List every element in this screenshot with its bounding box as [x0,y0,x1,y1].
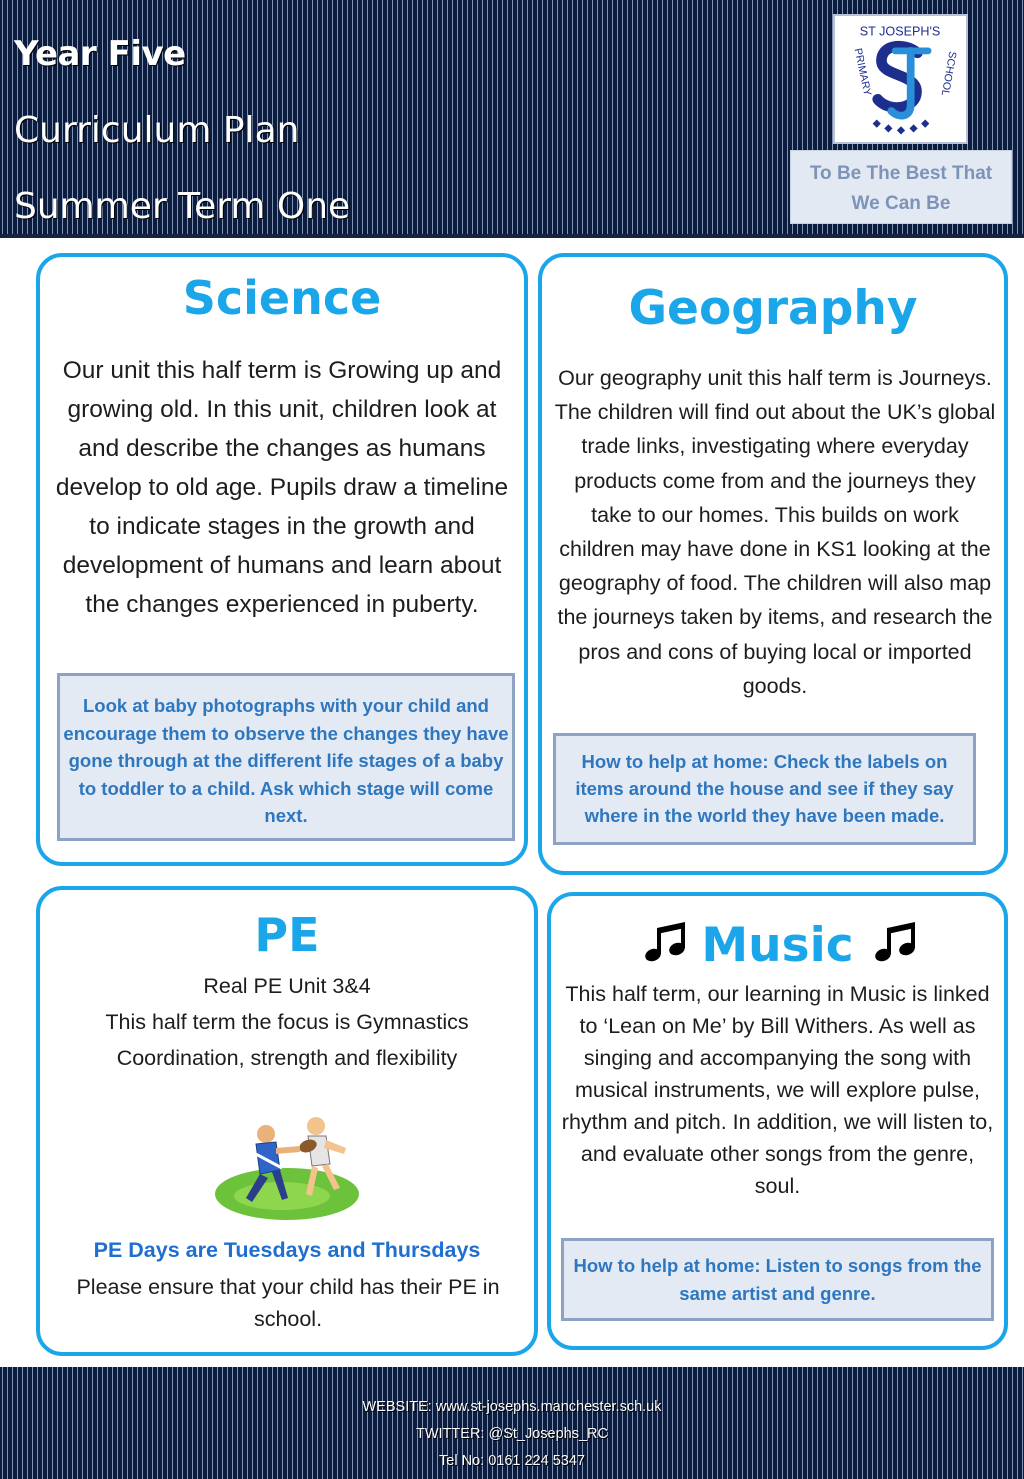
science-help-box: Look at baby photographs with your child and encourage them to observe the changes they have gone through at the different life stages of a baby to toddler to a child. Ask which stage will come next. [57,673,515,841]
music-note-icon [871,916,921,966]
music-description: This half term, our learning in Music is linked to ‘Lean on Me’ by Bill Withers. As well as singing and accompanying the song with musical instruments, we will explore pulse, rhythm and pitch. In addition, we will listen to, and evaluate other songs from the genre, soul. [561,982,994,1198]
header-divider [0,234,1024,238]
footer-website: WEBSITE: www.st-josephs.manchester.sch.uk [362,1399,662,1415]
geography-title: Geography [628,281,918,336]
geography-card [538,253,1008,875]
pe-title: PE [254,908,320,962]
year-heading: Year Five [14,34,186,74]
school-crest-icon [835,16,966,142]
pe-skills: Coordination, strength and flexibility [116,1046,458,1070]
football-players-illustration [212,1102,362,1224]
geography-description: Our geography unit this half term is Journeys. The children will find out about the UK’s global trade links, investigating where everyday products come from and the journeys they take to our homes. This builds on work children may have done in KS1 looking at the geography of food. The children will also map the journeys taken by items, and research the pros and cons of buying local or imported goods. [554,366,996,698]
footer-twitter: TWITTER: @St_Josephs_RC [416,1426,608,1442]
school-motto [790,150,1012,224]
plan-heading: Curriculum Plan [14,110,300,151]
science-card [36,253,528,866]
pe-card [36,886,538,1356]
footer-banner [0,1367,1024,1479]
music-title: Music [701,918,854,973]
pe-days: PE Days are Tuesdays and Thursdays [93,1238,481,1262]
science-title: Science [182,271,382,325]
logo-left-text: PRIMARY [851,47,874,97]
term-heading: Summer Term One [14,186,351,227]
school-logo [833,14,968,144]
motto-line-1: To Be The Best That [809,163,993,184]
logo-right-text: SCHOOL [938,50,959,97]
music-help-box: How to help at home: Listen to songs from the same artist and genre. [561,1238,994,1321]
motto-line-2: We Can Be [851,193,951,214]
geography-help-box: How to help at home: Check the labels on items around the house and see if they say where in the world they have been made. [553,733,976,845]
header-banner [0,0,1024,234]
science-description: Our unit this half term is Growing up and growing old. In this unit, children look at and describe the changes as humans develop to old age. Pupils draw a timeline to indicate stages in the growth and development of humans and learn about the changes experienced in puberty. [55,357,509,618]
logo-top-text: ST JOSEPH'S [859,24,941,39]
music-card [547,892,1008,1350]
pe-unit: Real PE Unit 3&4 [203,974,371,998]
footer-telephone: Tel No: 0161 224 5347 [439,1453,585,1469]
pe-focus: This half term the focus is Gymnastics [105,1010,469,1034]
pe-kit-note: Please ensure that your child has their PE in school. [76,1275,500,1331]
